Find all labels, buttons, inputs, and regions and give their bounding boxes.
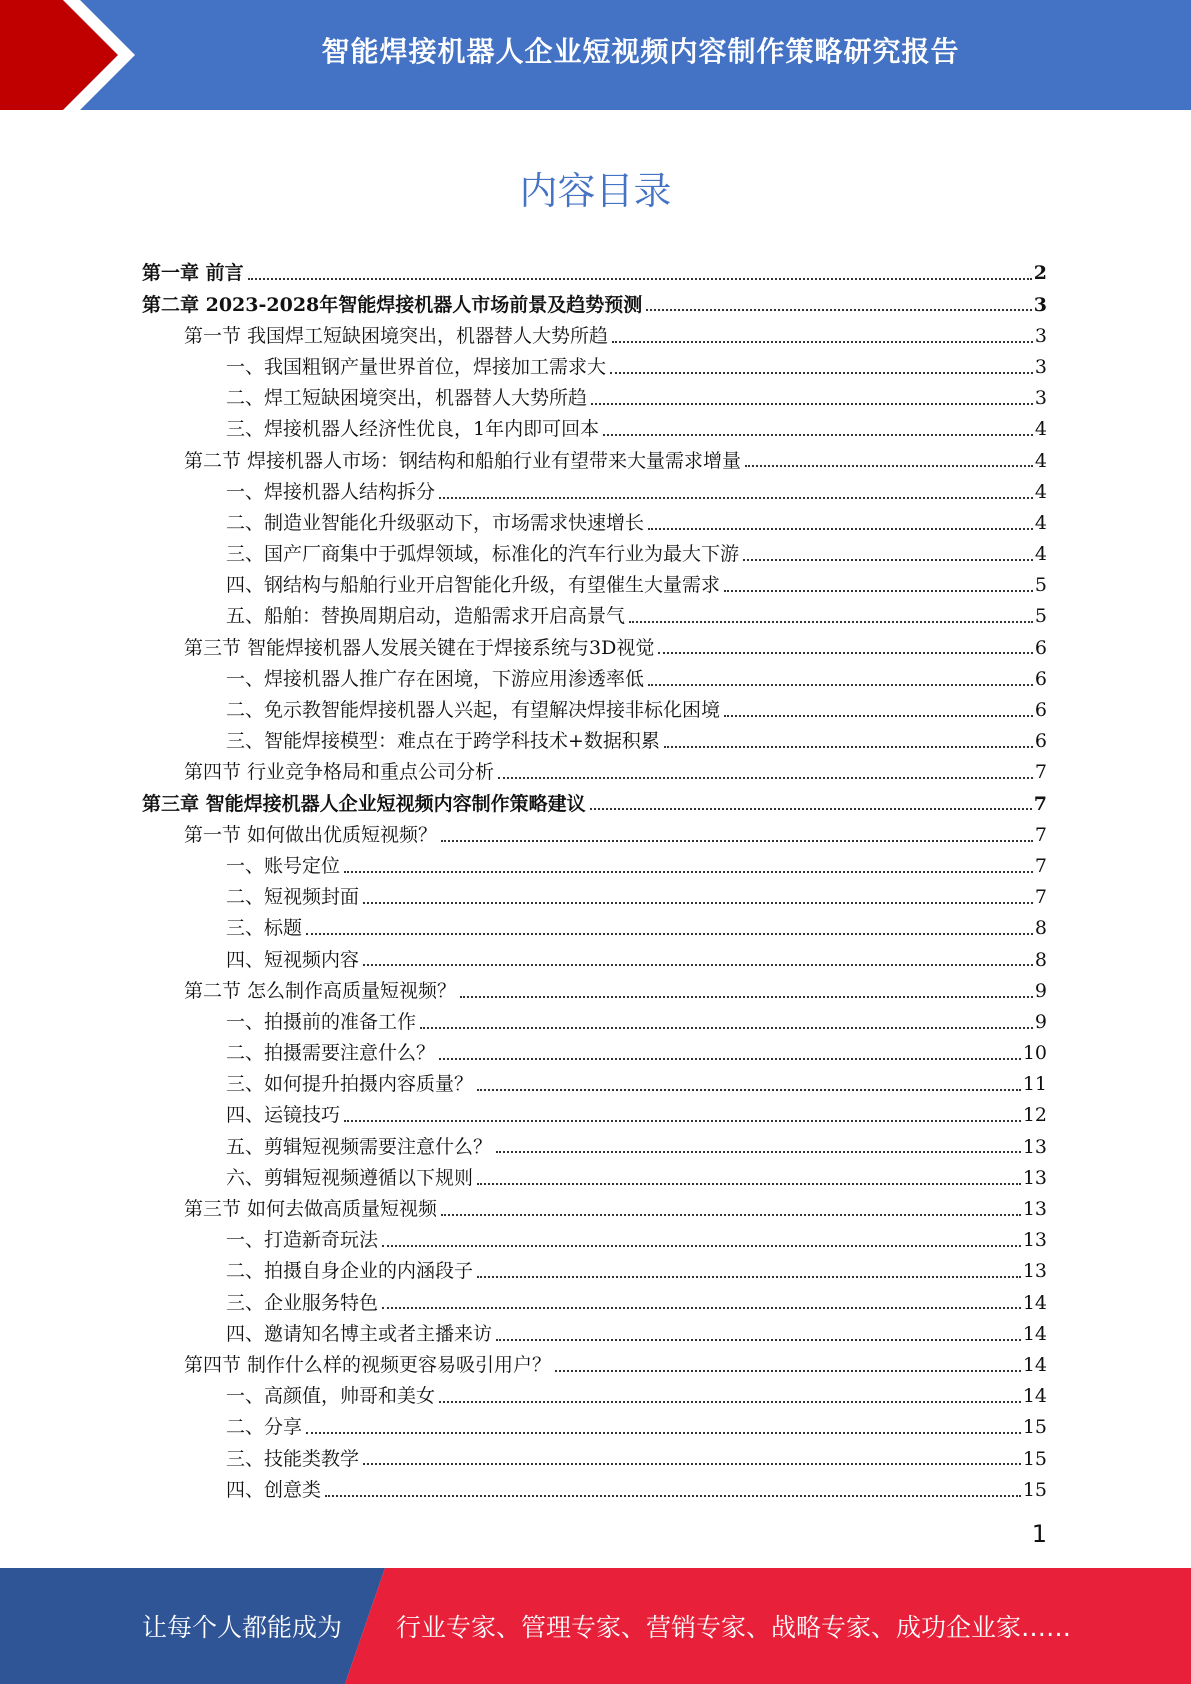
toc-dot-leader <box>441 840 1033 842</box>
toc-entry-label: 一、拍摄前的准备工作 <box>226 1010 417 1033</box>
toc-dot-leader <box>363 1463 1021 1465</box>
footer-slogan-left: 让每个人都能成为 <box>142 1613 343 1642</box>
toc-dot-leader <box>477 1089 1021 1091</box>
toc-entry[interactable] <box>142 1252 1047 1283</box>
toc-entry[interactable] <box>142 940 1047 971</box>
footer-slogan-right: 行业专家、管理专家、营销专家、战略专家、成功企业家…… <box>396 1613 1072 1642</box>
toc-entry-label: 第三节 智能焊接机器人发展关键在于焊接系统与3D视觉 <box>184 636 655 659</box>
toc-entry-label: 四、短视频内容 <box>226 948 360 971</box>
toc-entry[interactable] <box>142 504 1047 535</box>
toc-entry-page: 7 <box>1034 761 1047 784</box>
toc-entry-page: 4 <box>1034 449 1047 472</box>
toc-entry-page: 7 <box>1033 792 1047 815</box>
toc-entry-label: 三、企业服务特色 <box>226 1291 379 1314</box>
toc-entry-page: 7 <box>1034 854 1047 877</box>
toc-entry-page: 9 <box>1034 979 1047 1002</box>
toc-entry-page: 6 <box>1034 636 1047 659</box>
toc-entry[interactable] <box>142 1127 1047 1158</box>
toc-entry-label: 五、船舶：替换周期启动，造船需求开启高景气 <box>226 605 626 628</box>
toc-entry[interactable] <box>142 1470 1047 1501</box>
toc-entry[interactable] <box>142 1314 1047 1345</box>
toc-entry-label: 二、免示教智能焊接机器人兴起，有望解决焊接非标化困境 <box>226 699 721 722</box>
toc-entry-page: 4 <box>1034 511 1047 534</box>
toc-entry-page: 14 <box>1022 1385 1047 1408</box>
toc-dot-leader <box>612 341 1033 343</box>
toc-entry[interactable] <box>142 1377 1047 1408</box>
toc-entry-label: 第一章 前言 <box>142 262 244 285</box>
toc-entry[interactable] <box>142 1158 1047 1189</box>
toc-entry-page: 13 <box>1022 1260 1047 1283</box>
toc-entry[interactable] <box>142 753 1047 784</box>
toc-entry-page: 7 <box>1034 886 1047 909</box>
toc-entry-page: 5 <box>1034 574 1047 597</box>
toc-entry-page: 5 <box>1034 605 1047 628</box>
toc-entry-label: 一、我国粗钢产量世界首位，焊接加工需求大 <box>226 355 607 378</box>
toc-dot-leader <box>363 964 1033 966</box>
toc-entry[interactable] <box>142 472 1047 503</box>
toc-dot-leader <box>420 1027 1033 1029</box>
toc-dot-leader <box>496 1151 1021 1153</box>
toc-dot-leader <box>441 1214 1021 1216</box>
toc-entry-label: 第二章 2023-2028年智能焊接机器人市场前景及趋势预测 <box>142 293 643 316</box>
toc-entry-label: 第四节 制作什么样的视频更容易吸引用户？ <box>184 1353 552 1376</box>
toc-entry-label: 二、短视频封面 <box>226 886 360 909</box>
toc-dot-leader <box>724 715 1033 717</box>
toc-entry-page: 8 <box>1034 917 1047 940</box>
toc-dot-leader <box>496 1339 1021 1341</box>
toc-dot-leader <box>344 1120 1021 1122</box>
toc-dot-leader <box>248 278 1032 280</box>
toc-dot-leader <box>610 372 1033 374</box>
toc-entry-label: 第三节 如何去做高质量短视频 <box>184 1198 438 1221</box>
toc-entry[interactable] <box>142 1408 1047 1439</box>
toc-entry-label: 三、国产厂商集中于弧焊领域，标准化的汽车行业为最大下游 <box>226 543 740 566</box>
toc-dot-leader <box>477 1183 1021 1185</box>
toc-entry-page: 10 <box>1022 1042 1047 1065</box>
toc-entry[interactable] <box>142 410 1047 441</box>
toc-entry-page: 9 <box>1034 1010 1047 1033</box>
toc-dot-leader <box>664 746 1033 748</box>
toc-dot-leader <box>658 652 1033 654</box>
table-of-contents <box>142 254 1047 1502</box>
toc-entry-page: 13 <box>1022 1229 1047 1252</box>
toc-entry[interactable] <box>142 1190 1047 1221</box>
toc-entry-page: 3 <box>1033 293 1047 316</box>
toc-entry-label: 二、拍摄需要注意什么？ <box>226 1042 436 1065</box>
toc-entry[interactable] <box>142 285 1047 316</box>
toc-entry-label: 一、焊接机器人结构拆分 <box>226 480 436 503</box>
toc-dot-leader <box>439 1058 1021 1060</box>
toc-entry-page: 12 <box>1022 1104 1047 1127</box>
toc-dot-leader <box>629 621 1033 623</box>
toc-entry-label: 第一节 如何做出优质短视频？ <box>184 823 438 846</box>
toc-entry-page: 13 <box>1022 1135 1047 1158</box>
toc-dot-leader <box>603 434 1033 436</box>
toc-entry[interactable] <box>142 971 1047 1002</box>
toc-entry[interactable] <box>142 815 1047 846</box>
toc-entry-page: 6 <box>1034 667 1047 690</box>
toc-entry[interactable] <box>142 1346 1047 1377</box>
toc-entry-page: 4 <box>1034 480 1047 503</box>
toc-entry-label: 四、创意类 <box>226 1478 322 1501</box>
toc-entry-page: 4 <box>1034 543 1047 566</box>
toc-entry[interactable] <box>142 1096 1047 1127</box>
toc-dot-leader <box>477 1276 1021 1278</box>
toc-entry-label: 一、账号定位 <box>226 854 341 877</box>
toc-entry-label: 一、打造新奇玩法 <box>226 1229 379 1252</box>
toc-entry-label: 四、钢结构与船舶行业开启智能化升级，有望催生大量需求 <box>226 574 721 597</box>
toc-dot-leader <box>439 497 1033 499</box>
toc-entry[interactable] <box>142 379 1047 410</box>
toc-entry-page: 13 <box>1022 1198 1047 1221</box>
toc-dot-leader <box>382 1245 1021 1247</box>
toc-heading: 内容目录 <box>519 169 672 213</box>
toc-dot-leader <box>306 1432 1021 1434</box>
toc-entry-page: 15 <box>1022 1447 1047 1470</box>
toc-entry-page: 3 <box>1034 324 1047 347</box>
report-title: 智能焊接机器人企业短视频内容制作策略研究报告 <box>321 35 960 68</box>
toc-dot-leader <box>648 684 1033 686</box>
toc-entry-page: 4 <box>1034 418 1047 441</box>
toc-entry[interactable] <box>142 691 1047 722</box>
toc-dot-leader <box>555 1370 1021 1372</box>
toc-entry-page: 6 <box>1034 699 1047 722</box>
toc-dot-leader <box>743 559 1033 561</box>
toc-entry[interactable] <box>142 847 1047 878</box>
toc-dot-leader <box>498 777 1033 779</box>
toc-entry-label: 三、智能焊接模型：难点在于跨学科技术+数据积累 <box>226 730 660 753</box>
toc-dot-leader <box>724 590 1033 592</box>
chevron-arrow-icon <box>0 0 150 110</box>
toc-dot-leader <box>325 1495 1021 1497</box>
toc-entry-label: 一、高颜值，帅哥和美女 <box>226 1385 436 1408</box>
toc-entry-label: 第四节 行业竞争格局和重点公司分析 <box>184 761 495 784</box>
toc-entry[interactable] <box>142 784 1047 815</box>
toc-entry-page: 3 <box>1034 387 1047 410</box>
toc-entry[interactable] <box>142 566 1047 597</box>
toc-entry-label: 三、如何提升拍摄内容质量？ <box>226 1073 474 1096</box>
toc-entry-page: 15 <box>1022 1416 1047 1439</box>
toc-entry-page: 11 <box>1022 1073 1047 1096</box>
toc-entry[interactable] <box>142 441 1047 472</box>
toc-entry-page: 13 <box>1022 1166 1047 1189</box>
toc-entry-label: 第一节 我国焊工短缺困境突出，机器替人大势所趋 <box>184 324 609 347</box>
toc-entry[interactable] <box>142 348 1047 379</box>
toc-entry[interactable] <box>142 1034 1047 1065</box>
toc-entry-label: 第二节 焊接机器人市场：钢结构和船舶行业有望带来大量需求增量 <box>184 449 742 472</box>
toc-entry[interactable] <box>142 722 1047 753</box>
toc-entry[interactable] <box>142 535 1047 566</box>
toc-entry-label: 三、技能类教学 <box>226 1447 360 1470</box>
toc-entry-page: 15 <box>1022 1478 1047 1501</box>
toc-entry[interactable] <box>142 659 1047 690</box>
toc-entry[interactable] <box>142 597 1047 628</box>
toc-entry-label: 三、标题 <box>226 917 303 940</box>
toc-dot-leader <box>590 808 1032 810</box>
toc-entry[interactable] <box>142 1065 1047 1096</box>
toc-entry-label: 六、剪辑短视频遵循以下规则 <box>226 1166 474 1189</box>
toc-entry-label: 五、剪辑短视频需要注意什么？ <box>226 1135 493 1158</box>
toc-entry-page: 7 <box>1034 823 1047 846</box>
toc-dot-leader <box>648 528 1033 530</box>
toc-entry-label: 二、制造业智能化升级驱动下，市场需求快速增长 <box>226 511 645 534</box>
toc-entry-label: 四、邀请知名博主或者主播来访 <box>226 1322 493 1345</box>
footer-banner <box>0 1568 1191 1684</box>
toc-entry[interactable] <box>142 254 1047 285</box>
toc-dot-leader <box>382 1307 1021 1309</box>
toc-entry-label: 二、拍摄自身企业的内涵段子 <box>226 1260 474 1283</box>
toc-dot-leader <box>745 465 1033 467</box>
toc-entry-label: 三、焊接机器人经济性优良，1年内即可回本 <box>226 418 600 441</box>
page-number: 1 <box>1031 1520 1047 1548</box>
toc-entry-label: 二、分享 <box>226 1416 303 1439</box>
toc-entry-page: 6 <box>1034 730 1047 753</box>
toc-entry-label: 二、焊工短缺困境突出，机器替人大势所趋 <box>226 387 588 410</box>
toc-entry-label: 四、运镜技巧 <box>226 1104 341 1127</box>
toc-entry[interactable] <box>142 316 1047 347</box>
toc-entry[interactable] <box>142 909 1047 940</box>
toc-dot-leader <box>363 902 1033 904</box>
toc-dot-leader <box>344 871 1033 873</box>
toc-entry[interactable] <box>142 1283 1047 1314</box>
toc-entry-label: 一、焊接机器人推广存在困境，下游应用渗透率低 <box>226 667 645 690</box>
toc-entry-page: 14 <box>1022 1291 1047 1314</box>
toc-entry-page: 3 <box>1034 355 1047 378</box>
toc-entry[interactable] <box>142 628 1047 659</box>
toc-entry-page: 14 <box>1022 1322 1047 1345</box>
toc-dot-leader <box>591 403 1033 405</box>
toc-dot-leader <box>646 309 1032 311</box>
toc-entry[interactable] <box>142 1221 1047 1252</box>
toc-entry-label: 第三章 智能焊接机器人企业短视频内容制作策略建议 <box>142 792 586 815</box>
toc-dot-leader <box>460 996 1033 998</box>
toc-dot-leader <box>306 933 1033 935</box>
toc-entry-page: 8 <box>1034 948 1047 971</box>
header-banner <box>0 0 1191 110</box>
toc-dot-leader <box>439 1401 1021 1403</box>
toc-entry-page: 2 <box>1033 262 1047 285</box>
toc-entry-label: 第二节 怎么制作高质量短视频？ <box>184 979 457 1002</box>
toc-entry[interactable] <box>142 878 1047 909</box>
toc-entry[interactable] <box>142 1439 1047 1470</box>
toc-entry[interactable] <box>142 1003 1047 1034</box>
toc-entry-page: 14 <box>1022 1353 1047 1376</box>
